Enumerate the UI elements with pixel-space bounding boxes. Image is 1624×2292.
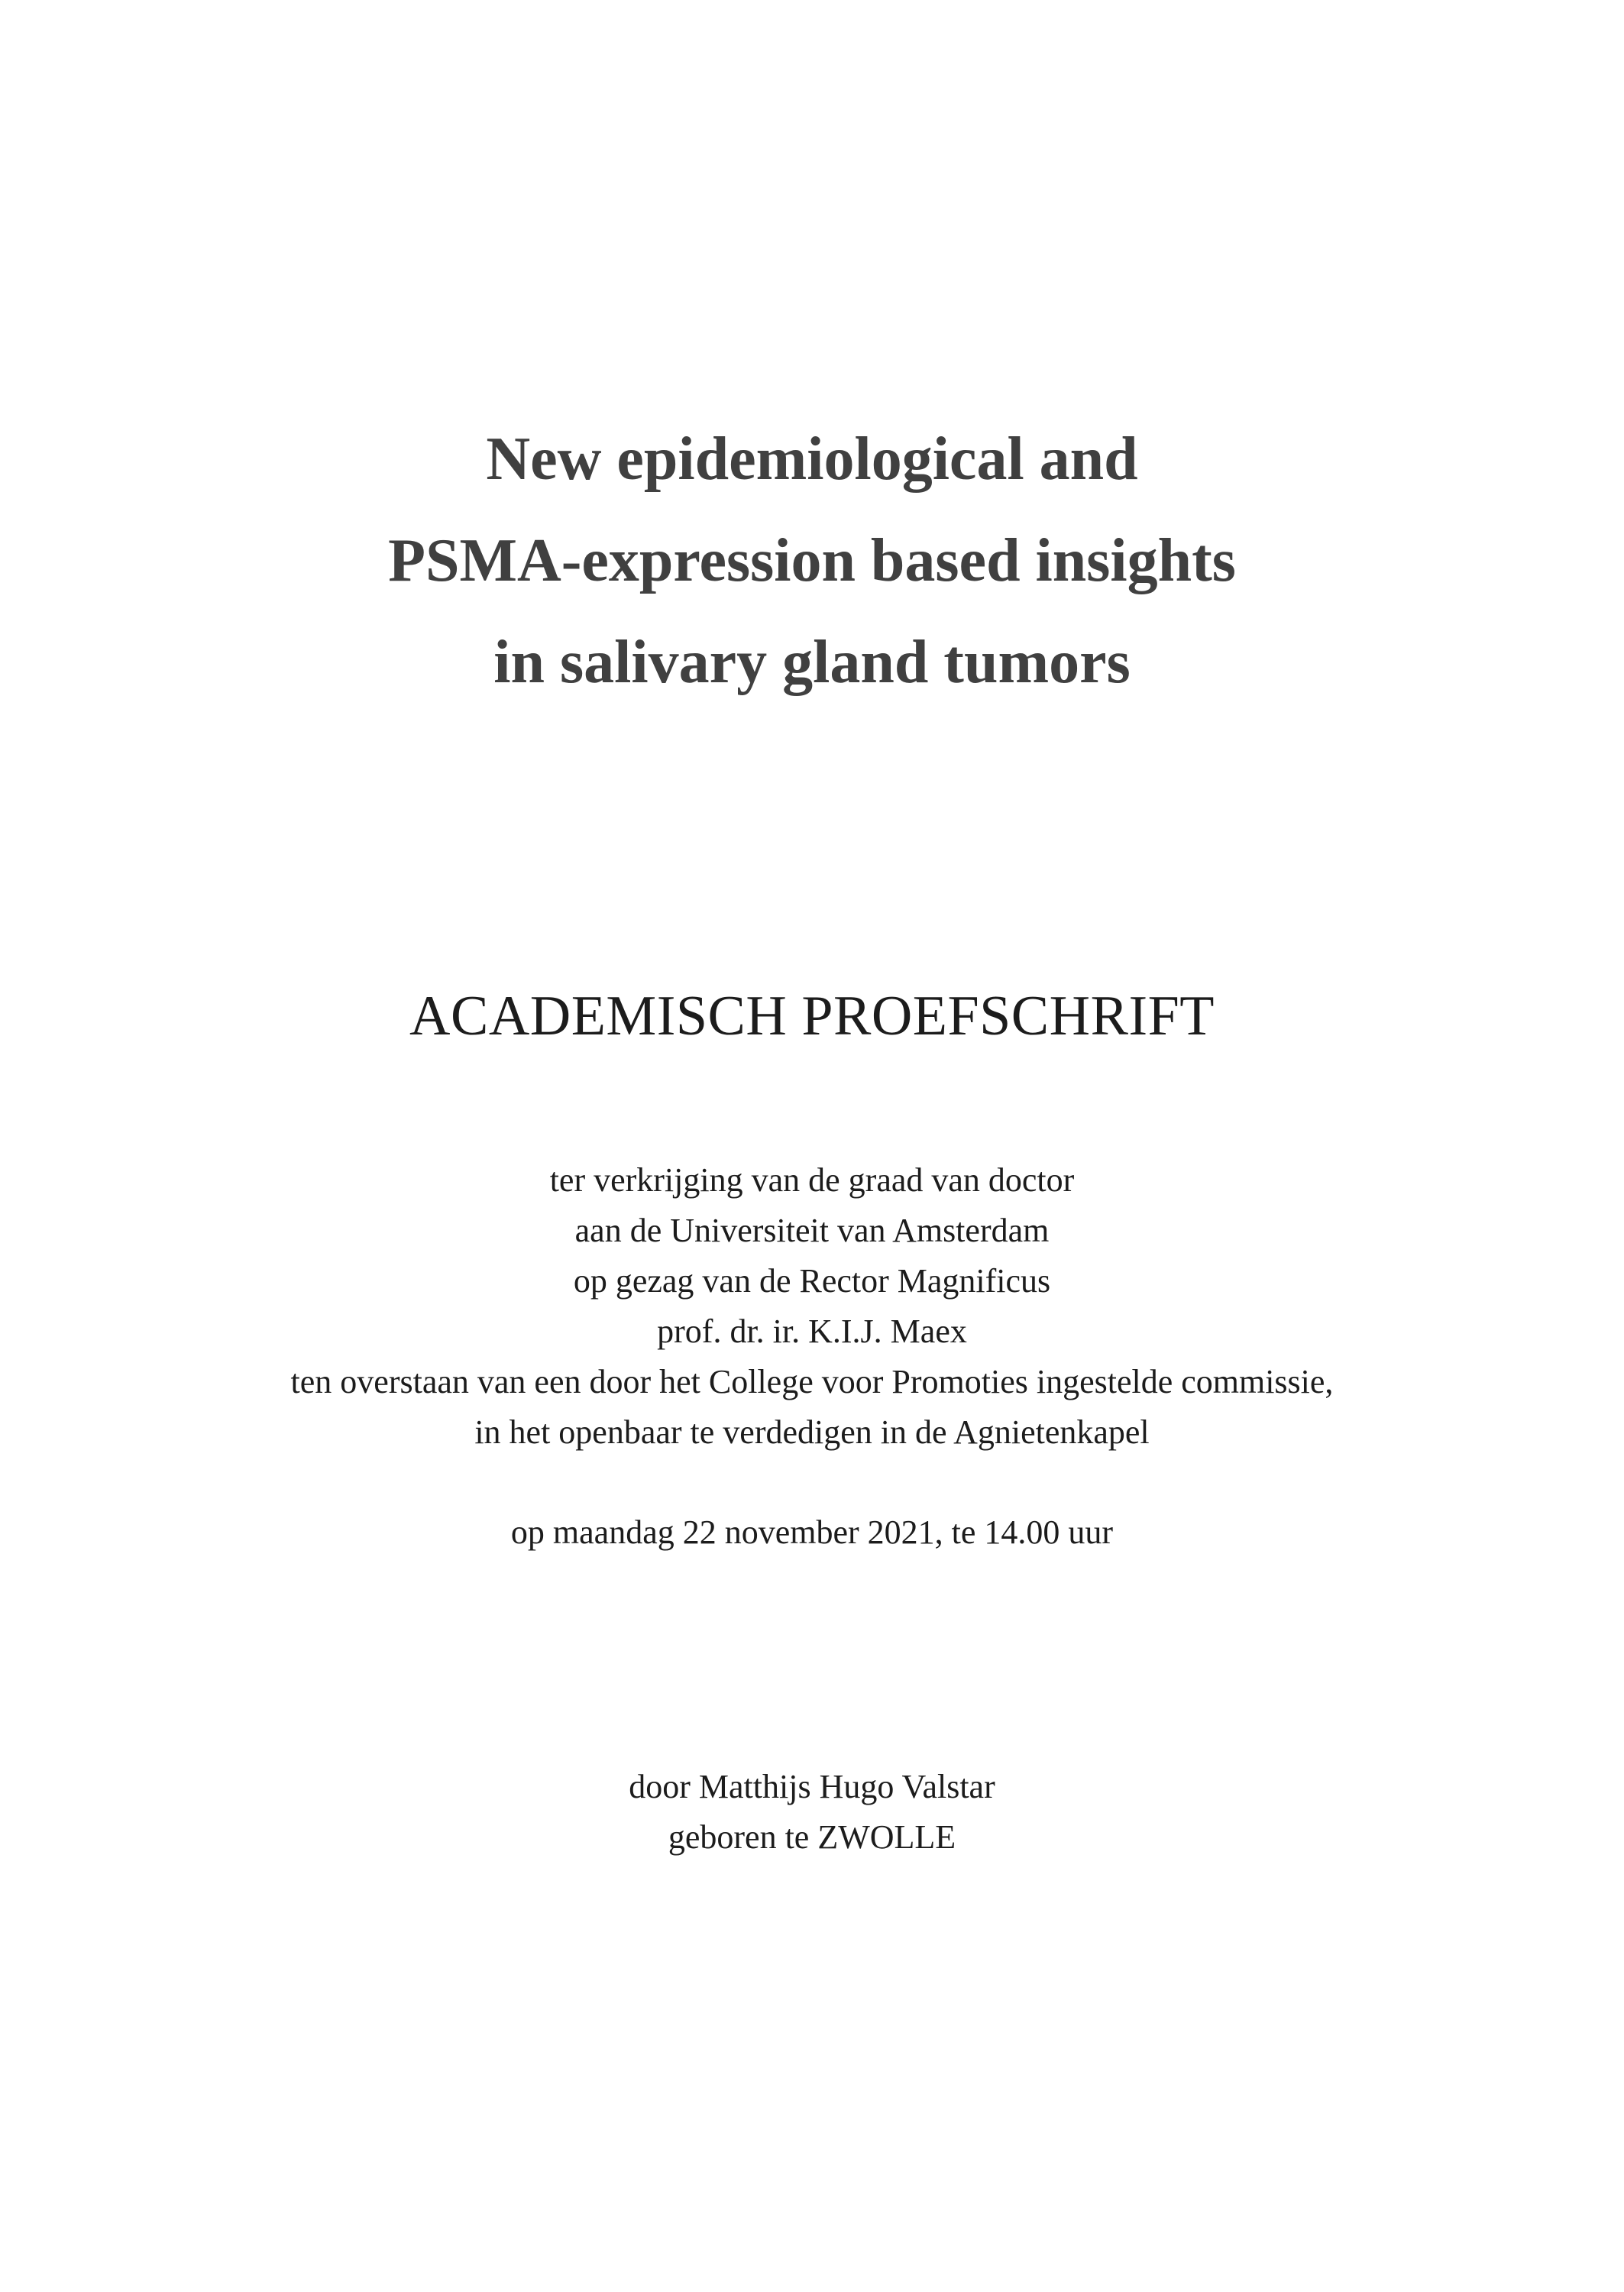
author-birthplace-line: geboren te ZWOLLE [668, 1818, 956, 1856]
conferral-line-3: op gezag van de Rector Magnificus [573, 1262, 1051, 1300]
title-line-2: PSMA-expression based insights [388, 527, 1236, 594]
title-line-3: in salivary gland tumors [493, 629, 1131, 696]
author-block [0, 1762, 1624, 1863]
title-line-1: New epidemiological and [486, 426, 1138, 493]
document-type-heading: ACADEMISCH PROEFSCHRIFT [409, 985, 1215, 1047]
conferral-line-6: in het openbaar te verdedigen in de Agnietenkapel [474, 1413, 1150, 1451]
conferral-statement [0, 1155, 1624, 1458]
conferral-line-5: ten overstaan van een door het College voor Promoties ingestelde commissie, [290, 1363, 1334, 1400]
conferral-line-2: aan de Universiteit van Amsterdam [574, 1212, 1050, 1249]
thesis-title [0, 409, 1624, 714]
defense-date: op maandag 22 november 2021, te 14.00 uur [510, 1513, 1114, 1551]
conferral-line-4: prof. dr. ir. K.I.J. Maex [657, 1313, 967, 1350]
author-name-line: door Matthijs Hugo Valstar [629, 1768, 995, 1805]
conferral-line-1: ter verkrijging van de graad van doctor [549, 1161, 1075, 1199]
